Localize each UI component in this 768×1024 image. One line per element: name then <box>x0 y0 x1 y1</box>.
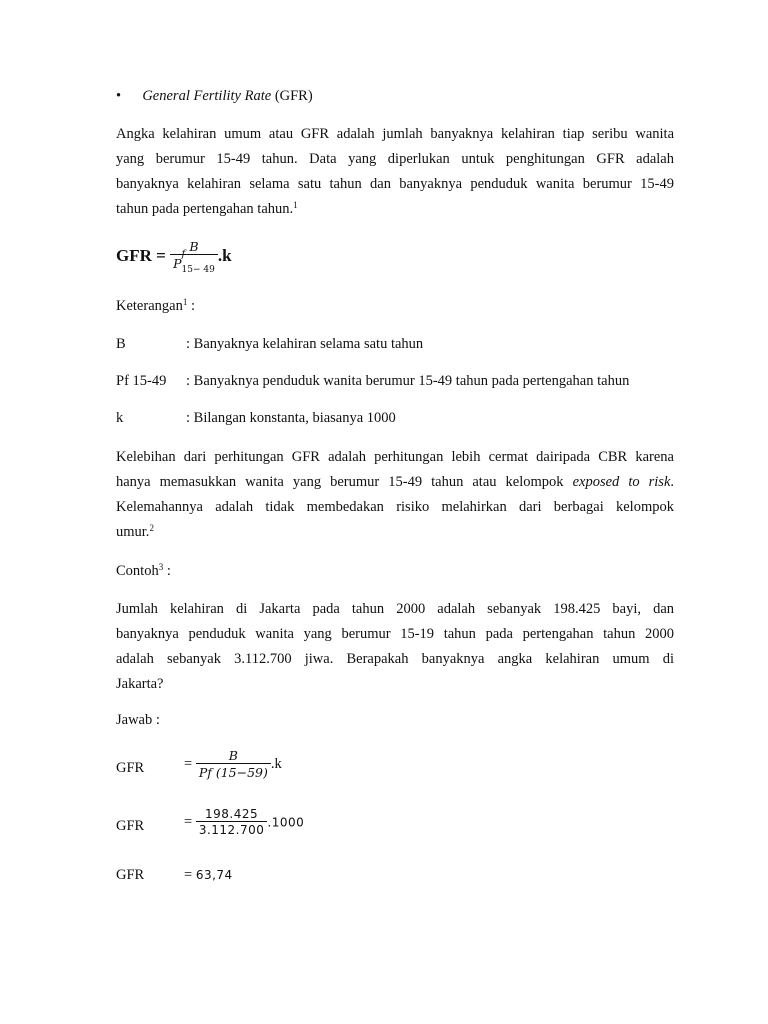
definition-line: Angka kelahiran umum atau GFR adalah jumlah banyaknya kelahiran tiap seribu wanita <box>116 126 674 142</box>
contoh-line: adalah sebanyak 3.112.700 jiwa. Berapakah banyaknya angka kelahiran umum di <box>116 651 674 667</box>
section-heading <box>116 88 313 105</box>
keterangan-row <box>116 373 166 390</box>
step1-lhs: GFR <box>116 760 145 776</box>
kelebihan-line-last: umur.$^2$ <box>116 523 154 540</box>
step2-lhs: GFR <box>116 818 145 834</box>
definition-line: banyaknya kelahiran selama satu tahun dan banyaknya penduduk wanita berumur 15-49 <box>116 176 674 192</box>
step3-lhs: GFR <box>116 867 145 883</box>
formula-fraction <box>170 240 218 274</box>
definition-line: yang berumur 15-49 tahun. Data yang diperlukan untuk penghitungan GFR adalah <box>116 151 674 167</box>
step2-numerator: 198.425 <box>205 807 259 821</box>
step1-fraction <box>196 749 271 780</box>
step2-fraction <box>196 807 268 838</box>
jawab-label: Jawab : <box>116 712 160 728</box>
step1-numerator: B <box>228 748 238 763</box>
keterangan-desc: : Banyaknya kelahiran selama satu tahun <box>186 336 424 352</box>
kelebihan-line: hanya memasukkan wanita yang berumur 15-49 tahun atau kelompok exposed to risk. <box>116 474 675 490</box>
footnote-marker: 1 <box>293 200 298 210</box>
step2-equation: = $\frac{198.425}{3.112.700}$ .1000 <box>184 807 305 837</box>
definition-line-last: tahun pada pertengahan tahun.$^1$ <box>116 200 298 217</box>
contoh-line-last: Jakarta? <box>116 676 164 692</box>
step3-equation: = 63,74 <box>184 867 233 883</box>
keterangan-term: B <box>116 336 126 352</box>
contoh-paragraph <box>116 597 674 697</box>
kelebihan-line: Kelemahannya adalah tidak membedakan risiko melahirkan dari berbagai kelompok <box>116 499 674 515</box>
keterangan-term: k <box>116 410 124 426</box>
formula-denominator: P f $_{15- 49}$ <box>170 254 218 274</box>
kelebihan-paragraph <box>116 445 674 545</box>
formula-tail: .k <box>217 245 232 265</box>
heading-title-suffix: (GFR) <box>274 88 313 104</box>
keterangan-desc: : Bilangan konstanta, biasanya 1000 <box>186 410 396 426</box>
formula-lhs: GFR = <box>116 245 166 265</box>
keterangan-row <box>116 336 126 353</box>
kelebihan-line: Kelebihan dari perhitungan GFR adalah perhitungan lebih cermat dairipada CBR karena <box>116 449 674 465</box>
step1-denominator: Pf (15−59) <box>196 763 271 780</box>
gfr-result: 63,74 <box>195 868 233 882</box>
step2-denominator: 3.112.700 <box>196 821 268 838</box>
contoh-line: banyaknya penduduk wanita yang berumur 15-19 tahun pada pertengahan tahun 2000 <box>116 626 674 642</box>
gfr-formula <box>116 240 232 274</box>
keterangan-heading: Keterangan$^1$ : <box>116 297 195 314</box>
step1-equation: = $\frac{B}{Pf (15-59)}$ .k <box>184 748 282 780</box>
keterangan-desc: : Banyaknya penduduk wanita berumur 15-49 tahun pada pertengahan tahun <box>186 373 630 389</box>
heading-title-italic: General Fertility Rate <box>142 88 272 104</box>
footnote-marker: 2 <box>149 523 154 533</box>
definition-paragraph <box>116 122 674 222</box>
contoh-heading: Contoh$^3$ : <box>116 562 171 579</box>
keterangan-term: Pf 15-49 <box>116 373 167 389</box>
formula-numerator: B <box>189 239 199 254</box>
contoh-line: Jumlah kelahiran di Jakarta pada tahun 2000 adalah sebanyak 198.425 bayi, dan <box>116 601 674 617</box>
bullet: • <box>116 88 122 104</box>
keterangan-row <box>116 410 123 427</box>
